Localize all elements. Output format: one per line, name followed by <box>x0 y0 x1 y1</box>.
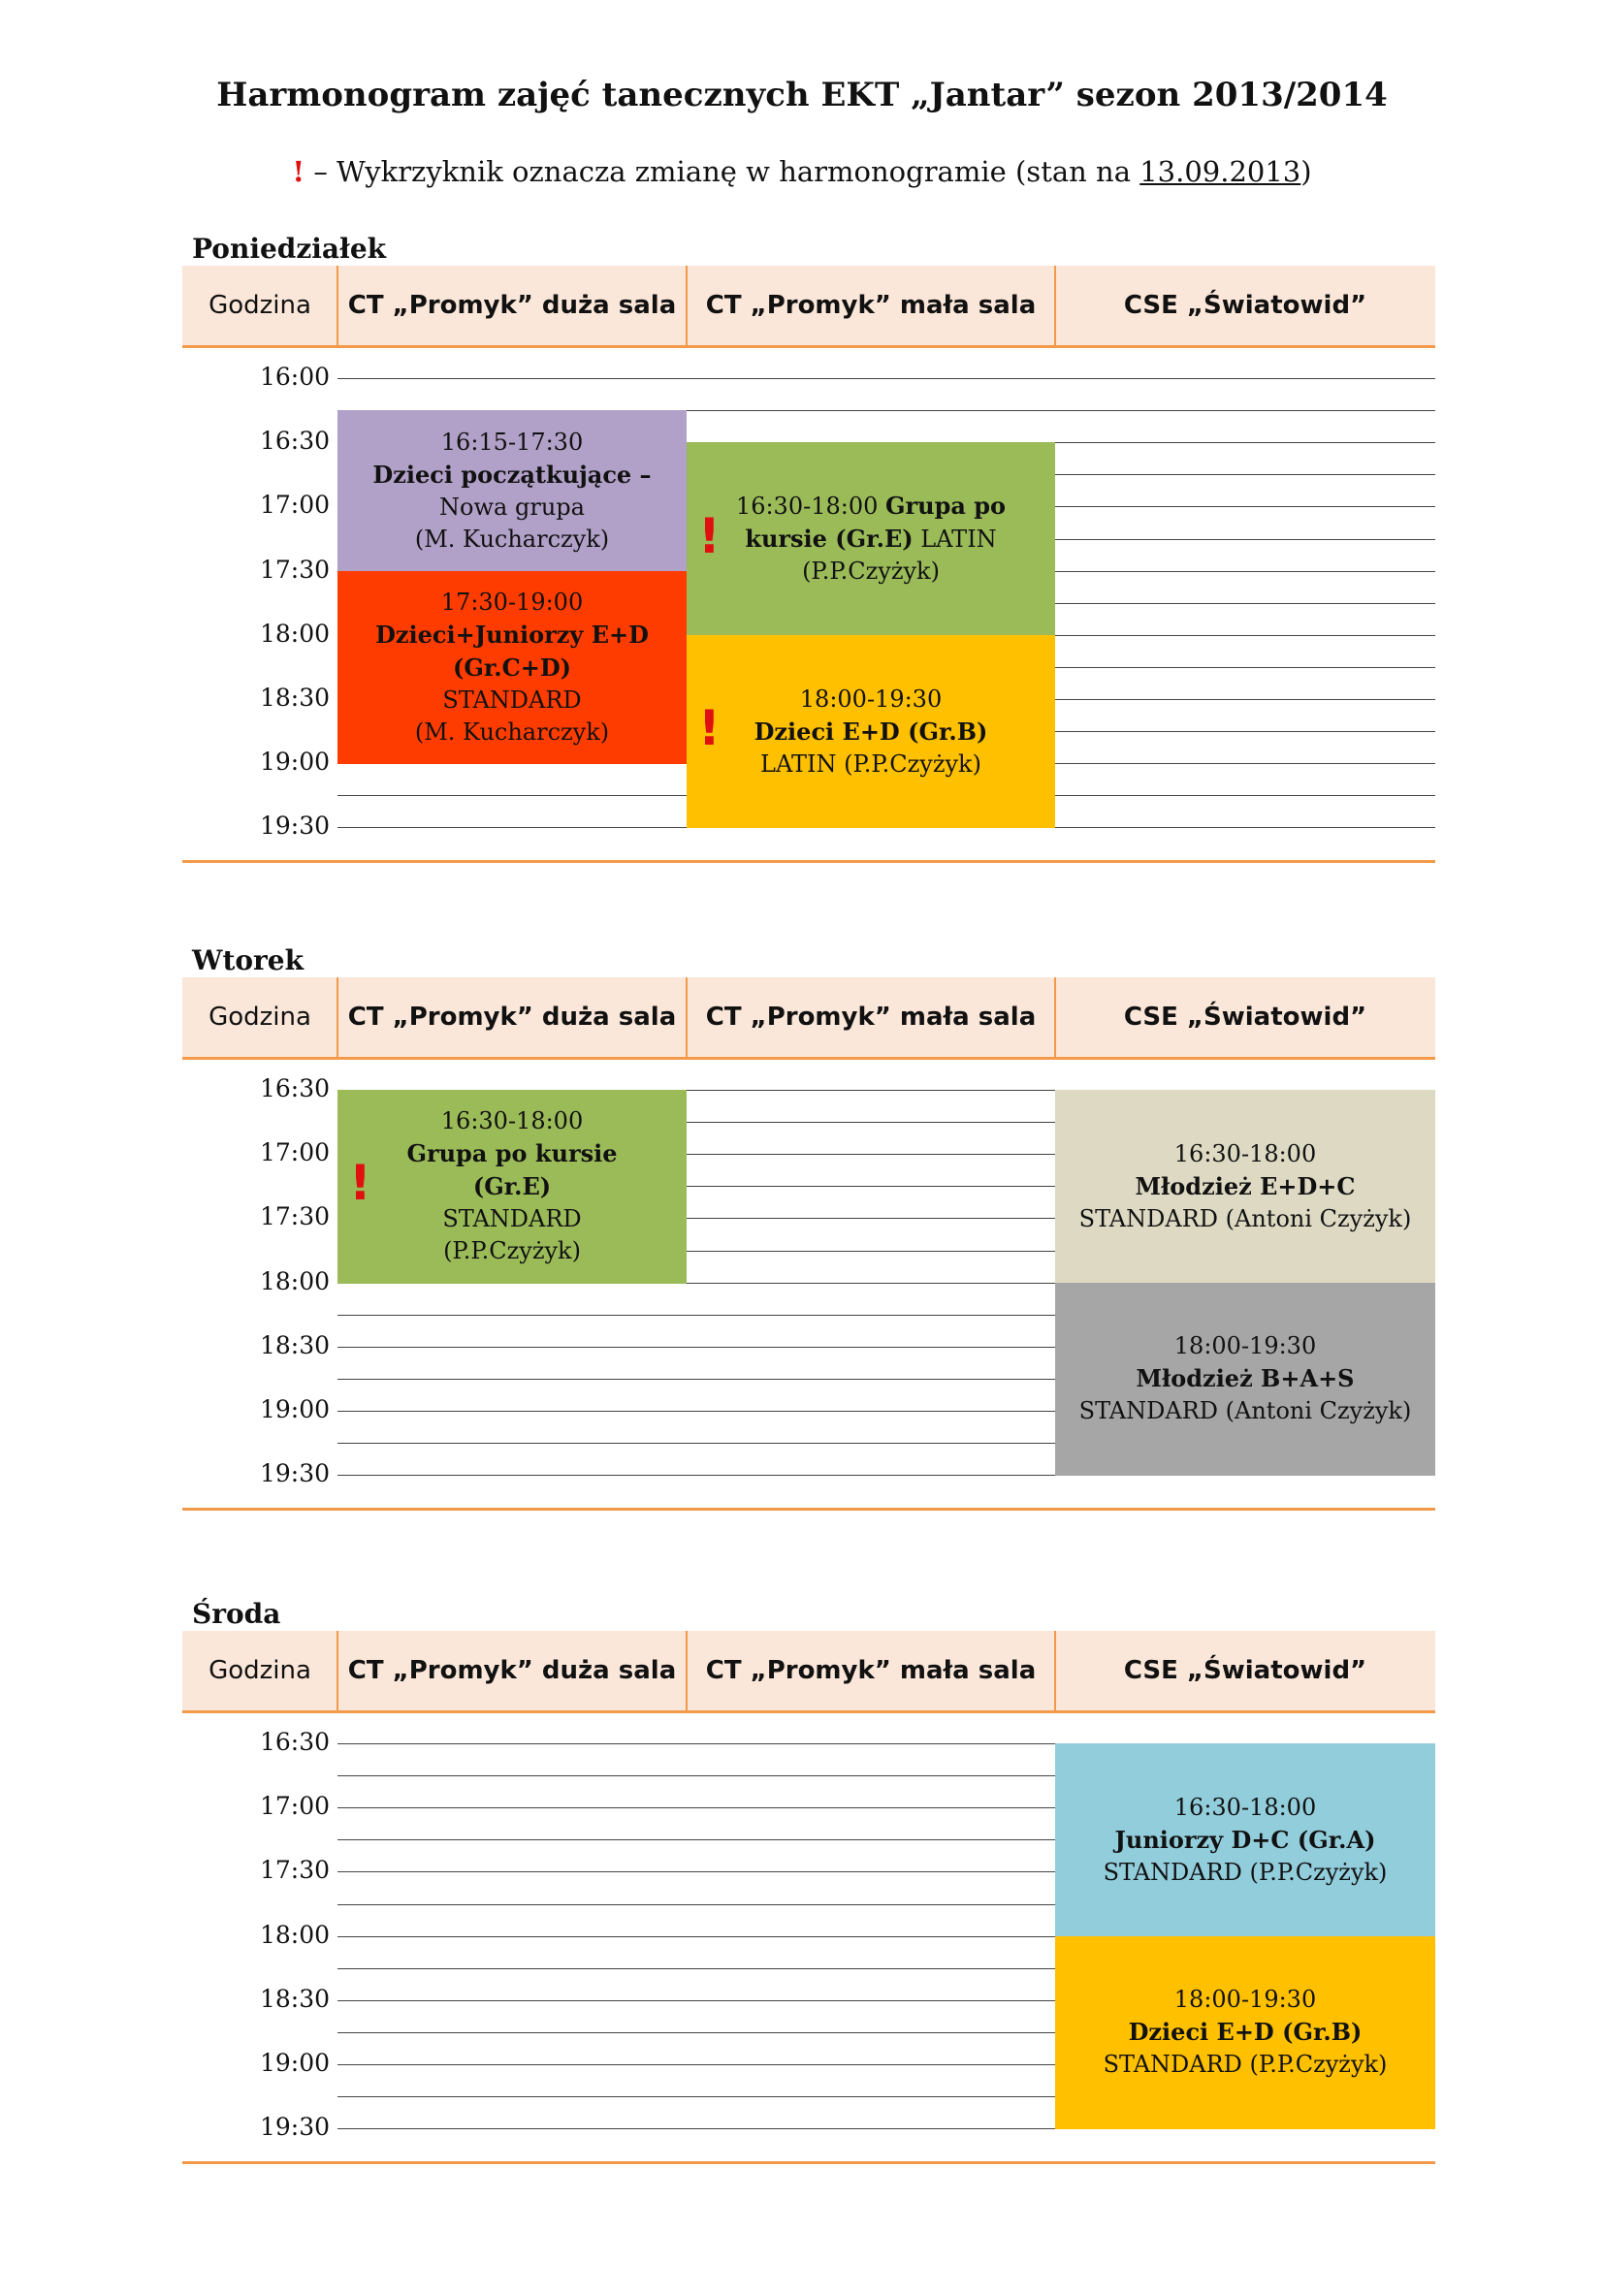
time-label: 16:30 <box>259 427 330 456</box>
class-text: STANDARD (Antoni Czyżyk) <box>1078 1397 1412 1425</box>
class-line <box>441 427 583 459</box>
time-label: 19:30 <box>259 812 330 841</box>
class-line <box>1174 1792 1316 1824</box>
class-block <box>337 571 687 765</box>
time-label: 19:00 <box>259 2049 330 2077</box>
column-header: CT „Promyk” duża sala <box>347 291 677 320</box>
column-header: CT „Promyk” mała sala <box>705 1003 1037 1032</box>
class-text: STANDARD (P.P.Czyżyk) <box>1103 2051 1388 2079</box>
class-text: 18:00-19:30 <box>1173 1986 1317 2014</box>
class-block <box>337 410 687 572</box>
time-label: 17:30 <box>259 1856 330 1885</box>
class-text: STANDARD (Antoni Czyżyk) <box>1078 1204 1412 1232</box>
change-mark: ! <box>698 700 721 757</box>
day-label: Poniedziałek <box>192 233 387 265</box>
class-text: 16:30-18:00 <box>1173 1139 1317 1167</box>
column-header: CSE „Światowid” <box>1123 291 1367 320</box>
time-label: 18:00 <box>259 619 330 648</box>
time-label: 19:30 <box>259 1459 330 1488</box>
class-block <box>337 1090 687 1284</box>
status-date: 13.09.2013 <box>1139 155 1301 188</box>
class-text: (P.P.Czyżyk) <box>802 558 940 586</box>
time-label: 17:30 <box>259 555 330 584</box>
column-header: Godzina <box>209 291 311 320</box>
time-label: 19:00 <box>259 748 330 777</box>
column-header: CT „Promyk” mała sala <box>705 291 1037 320</box>
column-header: Godzina <box>209 1656 311 1685</box>
class-line <box>415 717 609 749</box>
class-text: Grupa po kursie <box>406 1139 618 1168</box>
class-text: Młodzież B+A+S <box>1136 1364 1355 1393</box>
table-header <box>182 266 1435 348</box>
class-text: (Gr.E) <box>472 1172 552 1201</box>
class-line <box>800 684 942 716</box>
column-header: CT „Promyk” mała sala <box>705 1656 1037 1685</box>
class-line <box>1129 2016 1363 2049</box>
day-label: Wtorek <box>192 944 305 976</box>
column-divider <box>1054 1631 1056 1710</box>
class-line <box>1135 1170 1355 1203</box>
class-line <box>375 619 649 652</box>
time-grid <box>182 1728 1435 2148</box>
class-block <box>687 635 1055 829</box>
class-line <box>473 1170 551 1203</box>
page-title: Harmonogram zajęć tanecznych EKT „Jantar” sezon 2013/2014 <box>216 76 1388 114</box>
class-text: STANDARD <box>442 1205 582 1233</box>
change-mark: ! <box>698 507 721 564</box>
class-line <box>802 556 940 588</box>
class-line <box>745 523 996 556</box>
class-text: LATIN <box>913 526 997 554</box>
class-text: (Gr.C+D) <box>452 653 572 682</box>
column-divider <box>337 977 338 1057</box>
class-line <box>736 490 1006 523</box>
column-header: CSE „Światowid” <box>1123 1003 1367 1032</box>
day-section <box>0 1598 1604 2296</box>
class-text: 18:00-19:30 <box>1173 1332 1317 1360</box>
class-line <box>439 492 585 524</box>
class-line <box>1104 1857 1388 1889</box>
time-label: 18:30 <box>259 1984 330 2013</box>
column-divider <box>686 266 688 345</box>
column-header: CT „Promyk” duża sala <box>347 1656 677 1685</box>
class-text: 16:30-18:00 <box>440 1107 584 1135</box>
class-text: (P.P.Czyżyk) <box>443 1237 581 1265</box>
class-text: 16:30-18:00 <box>735 493 885 521</box>
class-line <box>1174 1138 1316 1170</box>
class-line <box>372 459 651 492</box>
column-divider <box>1054 977 1056 1057</box>
class-line <box>1174 1330 1316 1362</box>
change-note-close: ) <box>1300 155 1312 188</box>
change-note <box>0 155 1604 188</box>
class-line <box>754 716 988 749</box>
class-text: Dzieci+Juniorzy E+D <box>375 620 649 649</box>
column-header: CSE „Światowid” <box>1123 1656 1367 1685</box>
class-text: Dzieci początkujące – <box>372 460 652 489</box>
time-grid <box>182 363 1435 846</box>
class-text: Juniorzy D+C (Gr.A) <box>1114 1825 1376 1854</box>
time-label: 16:30 <box>259 1074 330 1102</box>
time-label: 18:30 <box>259 684 330 712</box>
time-label: 18:00 <box>259 1920 330 1949</box>
time-label: 17:00 <box>259 1138 330 1167</box>
class-text: LATIN (P.P.Czyżyk) <box>760 749 981 778</box>
class-block <box>1055 1743 1435 1937</box>
day-section <box>0 944 1604 1642</box>
table-bottom-border <box>182 860 1435 863</box>
column-divider <box>686 977 688 1057</box>
class-line <box>1079 1203 1412 1235</box>
change-note-text: – Wykrzyknik oznacza zmianę w harmonogramie (stan na <box>305 155 1140 188</box>
class-text: STANDARD (P.P.Czyżyk) <box>1103 1858 1388 1886</box>
class-line <box>415 524 609 556</box>
change-mark: ! <box>292 155 305 188</box>
class-text: (M. Kucharczyk) <box>414 718 610 746</box>
table-header <box>182 977 1435 1060</box>
time-label: 17:00 <box>259 1792 330 1821</box>
class-block <box>1055 1090 1435 1284</box>
class-line <box>1174 1984 1316 2016</box>
time-label: 19:00 <box>259 1395 330 1423</box>
day-section <box>0 233 1604 931</box>
class-line <box>1115 1824 1376 1857</box>
class-line <box>441 587 583 619</box>
time-label: 19:30 <box>259 2113 330 2142</box>
change-mark: ! <box>349 1155 371 1212</box>
class-line <box>453 652 571 685</box>
class-text: (M. Kucharczyk) <box>414 525 610 553</box>
time-label: 16:30 <box>259 1728 330 1756</box>
time-label: 16:00 <box>259 363 330 391</box>
class-line <box>406 1137 617 1170</box>
table-bottom-border <box>182 2161 1435 2164</box>
class-text: 18:00-19:30 <box>799 685 943 713</box>
time-label: 17:00 <box>259 491 330 520</box>
column-divider <box>1054 266 1056 345</box>
class-text: 16:15-17:30 <box>440 428 584 456</box>
table-bottom-border <box>182 1508 1435 1511</box>
class-text: 16:30-18:00 <box>1173 1793 1317 1821</box>
day-label: Środa <box>192 1598 281 1630</box>
table-header <box>182 1631 1435 1713</box>
column-divider <box>337 1631 338 1710</box>
column-divider <box>686 1631 688 1710</box>
time-label: 18:30 <box>259 1330 330 1359</box>
class-line <box>442 1203 581 1235</box>
class-text: Dzieci E+D (Gr.B) <box>1128 2018 1363 2047</box>
class-line <box>443 1235 581 1267</box>
class-line <box>1136 1362 1354 1395</box>
class-text: kursie (Gr.E) <box>745 525 914 554</box>
time-grid <box>182 1074 1435 1494</box>
column-divider <box>337 266 338 345</box>
class-text: 17:30-19:00 <box>440 588 584 616</box>
time-label: 17:30 <box>259 1202 330 1231</box>
class-line <box>442 685 581 717</box>
column-header: CT „Promyk” duża sala <box>347 1003 677 1032</box>
class-text: Dzieci E+D (Gr.B) <box>754 717 988 746</box>
time-label: 18:00 <box>259 1266 330 1295</box>
column-header: Godzina <box>209 1003 311 1032</box>
class-block <box>687 442 1055 636</box>
class-text: Nowa grupa <box>439 493 585 521</box>
class-line <box>1079 1395 1412 1427</box>
class-line <box>760 749 981 781</box>
class-text: Grupa po <box>885 492 1007 521</box>
class-line <box>441 1105 583 1137</box>
class-block <box>1055 1283 1435 1477</box>
class-text: STANDARD <box>442 686 582 714</box>
class-block <box>1055 1936 1435 2130</box>
grid-line <box>337 378 1435 379</box>
class-text: Młodzież E+D+C <box>1135 1171 1356 1200</box>
class-line <box>1104 2049 1388 2081</box>
